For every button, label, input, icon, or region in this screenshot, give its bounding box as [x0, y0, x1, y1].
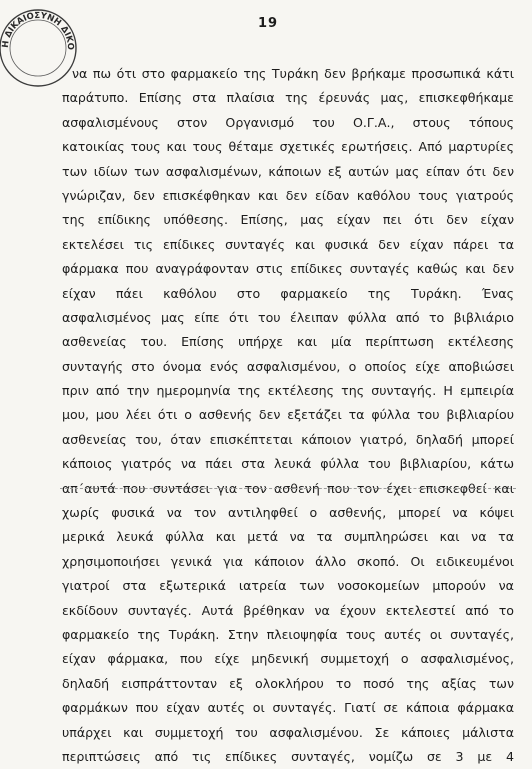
text-line: ασθενείας του. Επίσης υπήρχε και μία περίπτωση εκτέλεσης: [62, 334, 514, 350]
text-line: απ΄αυτά που συντάσει για τον ασθενή που τον έχει επισκεφθεί και: [62, 480, 514, 496]
text-line: κάποιος γιατρός να πάει στα λευκά φύλλα του βιβλιαρίου, κάτω: [62, 456, 514, 472]
text-line: της επίδικης υπόθεσης. Επίσης, μας είχαν πει ότι δεν είχαν: [62, 212, 514, 228]
text-line: δηλαδή εισπράττονταν εξ ολοκλήρου το ποσό της αξίας των: [62, 675, 514, 691]
text-line: των ιδίων των ασφαλισμένων, κάποιων εξ αυτών μας είπαν ότι δεν: [62, 163, 514, 179]
text-line: φάρμακα που αναγράφονταν στις επίδικες συνταγές καθώς και δεν: [62, 261, 514, 277]
text-line: ασφαλισμένος μας είπε ότι του έλειπαν φύλλα από το βιβλιάριο: [62, 309, 514, 325]
text-line: εκδίδουν συνταγές. Αυτά βρέθηκαν να έχουν εκτελεστεί από το: [62, 602, 514, 618]
text-line: μερικά λευκά φύλλα και μετά να τα συμπληρώσει και να τα: [62, 529, 514, 545]
text-line: φαρμάκων που είχαν αυτές οι συνταγές. Γιατί σε κάποια φάρμακα: [62, 700, 514, 716]
text-line: είχαν φάρμακα, που είχε μηδενική συμμετοχή ο ασφαλισμένος,: [62, 651, 514, 667]
text-line: φαρμακείο της Τυράκη. Στην πλειοψηφία τους αυτές οι συνταγές,: [62, 626, 514, 642]
text-line: πριν από την ημερομηνία της εκτέλεσης της συνταγής. Η εμπειρία: [62, 383, 514, 399]
text-line: εκτελέσει τις επίδικες συνταγές και φυσικά δεν είχαν πάρει τα: [62, 236, 514, 252]
svg-text:Η ΔΙΚΑΙΟΣΥΝΗ ΔΙΚΟ...: [0, 6, 75, 50]
text-line: μου, μου λέει ότι ο ασθενής δεν εξετάζει τα φύλλα του βιβλιαρίου: [62, 407, 514, 423]
text-line: είχαν πάει καθόλου στο φαρμακείο της Τυράκη. Ένας: [62, 285, 514, 301]
stamp-text: Η ΔΙΚΑΙΟΣΥΝΗ ΔΙΚΟ: [0, 10, 76, 51]
text-line: υπάρχει και συμμετοχή του ασφαλισμένου. Σε κάποιες μάλιστα: [62, 724, 514, 740]
deposition-text: [62, 62, 514, 769]
text-line: ασθενείας του, όταν επισκέπτεται κάποιον γιατρό, δηλαδή μπορεί: [62, 431, 514, 447]
text-line: να πω ότι στο φαρμακείο της Τυράκη δεν βρήκαμε προσωπικά κάτι: [72, 66, 514, 81]
text-line: περιπτώσεις από τις επίδικες συνταγές, νομίζω σε 3 με 4: [62, 748, 514, 764]
text-line: γιατροί στα εξωτερικά ιατρεία των νοσοκομείων μπορούν να: [62, 578, 514, 594]
text-line: κατοικίας τους και τους θέταμε σχετικές ερωτήσεις. Από μαρτυρίες: [62, 139, 514, 155]
text-line: παράτυπο. Επίσης στα πλαίσια της έρευνάς μας, επισκεφθήκαμε: [62, 90, 514, 106]
text-line: χωρίς φυσικά να τον αντιληφθεί ο ασθενής, μπορεί να κόψει: [62, 505, 514, 521]
text-line: ασφαλισμένους στον Οργανισμό του Ο.Γ.Α., στους τόπους: [62, 114, 514, 130]
scan-artifact-divider: [60, 488, 516, 489]
text-line: γνώριζαν, δεν επισκέφθηκαν και δεν είδαν καθόλου τους γιατρούς: [62, 187, 514, 203]
text-line: συνταγής στο όνομα ενός ασφαλισμένου, ο οποίος είχε αποβιώσει: [62, 358, 514, 374]
text-line: χρησιμοποιήσει γενικά για κάποιον άλλο σκοπό. Οι ειδικευμένοι: [62, 553, 514, 569]
page-number: 19: [258, 16, 279, 31]
